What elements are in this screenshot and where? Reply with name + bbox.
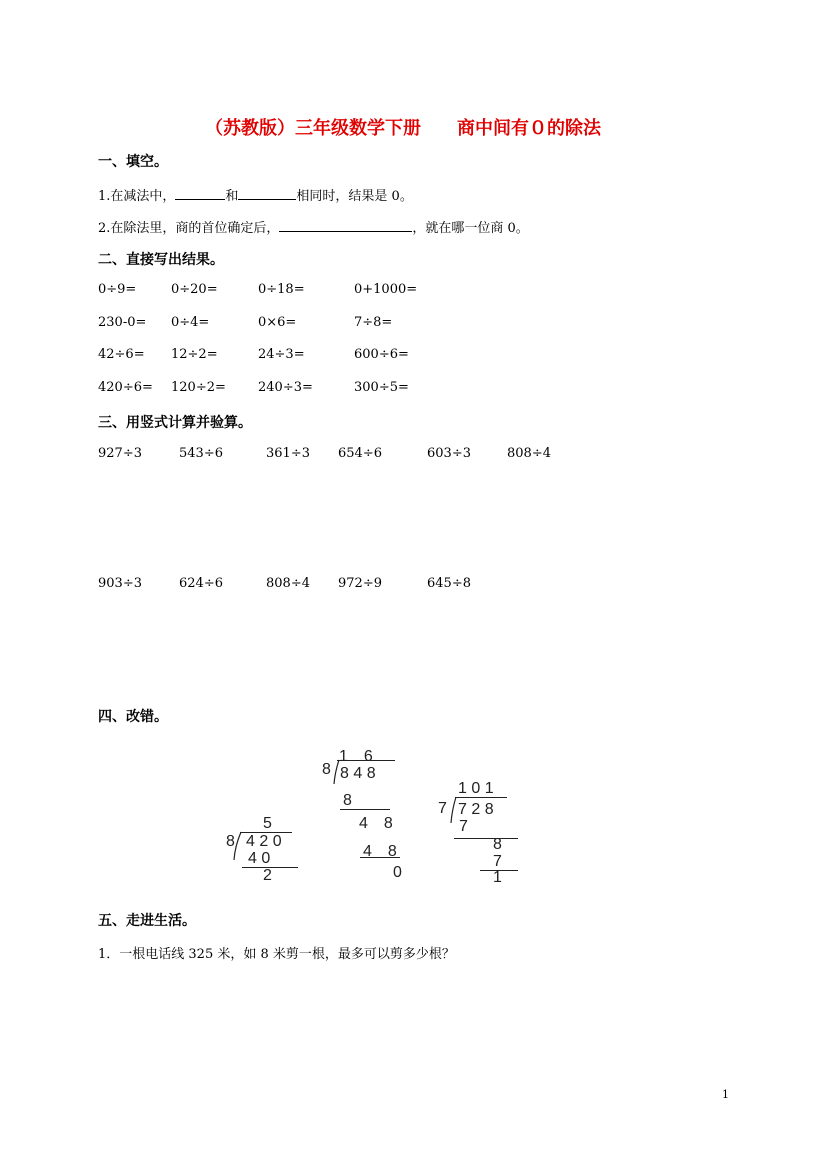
fill-q1-blank-2[interactable] (238, 187, 296, 200)
vertical-calc-item: 808÷4 (266, 576, 310, 591)
fill-q1-part-c: 相同时，结果是 0。 (296, 189, 413, 204)
div-c-quotient: 1 0 1 (458, 780, 494, 797)
fill-q2-part-b: ，就在哪一位商 0。 (412, 221, 529, 236)
div-c-step-1: 7 (459, 818, 468, 835)
page-title: （苏教版）三年级数学下册 商中间有０的除法 (205, 118, 601, 139)
div-c-step-3: 7 (493, 853, 502, 870)
div-b-dividend: 8 4 8 (340, 765, 376, 782)
div-b-quotient: 1 6 (339, 748, 373, 765)
div-b-divisor: 8 (322, 761, 331, 778)
fill-q2-part-a: 2.在除法里，商的首位确定后， (98, 221, 280, 236)
word-problem-1: 1．一根电话线 325 米，如 8 米剪一根，最多可以剪多少根？ (98, 947, 455, 962)
vertical-calc-item: 654÷6 (338, 446, 382, 461)
oral-calc-item: 230-0= (98, 315, 147, 330)
vertical-calc-item: 603÷3 (427, 446, 471, 461)
oral-calc-item: 0+1000= (354, 282, 418, 297)
div-c-step-2: 8 (493, 836, 502, 853)
fill-q1-part-a: 1.在减法中， (98, 189, 176, 204)
page-number: 1 (722, 1088, 729, 1101)
vertical-calc-item: 624÷6 (179, 576, 223, 591)
div-c-line-1 (454, 838, 518, 839)
vertical-calc-item: 808÷4 (507, 446, 551, 461)
div-a-quotient: 5 (263, 815, 272, 832)
oral-calc-item: 0÷18= (258, 282, 305, 297)
oral-calc-item: 120÷2= (171, 380, 226, 395)
fill-question-1 (98, 185, 413, 204)
div-b-step-1: 8 (343, 792, 352, 809)
oral-calc-item: 0×6= (258, 315, 297, 330)
div-a-dividend: 4 2 0 (246, 833, 282, 850)
fill-q1-blank-1[interactable] (175, 187, 225, 200)
div-a-remainder: 2 (263, 867, 272, 884)
div-b-step-2: 4 8 (359, 815, 393, 832)
fill-q1-part-b: 和 (225, 189, 239, 204)
div-c-dividend: 7 2 8 (458, 801, 494, 818)
oral-calc-item: 420÷6= (98, 380, 153, 395)
vertical-calc-item: 543÷6 (179, 446, 223, 461)
vertical-calc-item: 361÷3 (266, 446, 310, 461)
oral-calc-item: 600÷6= (354, 347, 409, 362)
div-c-bracket-top (455, 797, 507, 798)
oral-calc-item: 0÷9= (98, 282, 137, 297)
vertical-calc-item: 927÷3 (98, 446, 142, 461)
section-1-heading: 一、填空。 (98, 154, 168, 170)
div-a-divisor: 8 (226, 833, 235, 850)
vertical-calc-item: 972÷9 (338, 576, 382, 591)
oral-calc-item: 42÷6= (98, 347, 145, 362)
fill-q2-blank[interactable] (279, 219, 412, 232)
oral-calc-item: 12÷2= (171, 347, 218, 362)
section-4-heading: 四、改错。 (98, 709, 168, 725)
vertical-calc-item: 903÷3 (98, 576, 142, 591)
section-2-heading: 二、直接写出结果。 (98, 252, 224, 268)
fill-question-2 (98, 217, 529, 236)
div-a-step-1: 4 0 (248, 850, 271, 867)
oral-calc-item: 300÷5= (354, 380, 409, 395)
vertical-calc-item: 645÷8 (427, 576, 471, 591)
div-c-remainder: 1 (493, 869, 502, 886)
div-b-remainder: 0 (393, 864, 402, 881)
oral-calc-item: 240÷3= (258, 380, 313, 395)
section-5-heading: 五、走进生活。 (98, 913, 196, 929)
oral-calc-item: 0÷4= (171, 315, 210, 330)
section-3-heading: 三、用竖式计算并验算。 (98, 415, 252, 431)
oral-calc-item: 0÷20= (171, 282, 218, 297)
div-b-step-3: 4 8 (363, 843, 397, 860)
div-b-line-2 (360, 857, 400, 858)
div-c-divisor: 7 (438, 800, 447, 817)
div-b-bracket-top (337, 760, 395, 761)
oral-calc-item: 24÷3= (258, 347, 305, 362)
oral-calc-item: 7÷8= (354, 315, 393, 330)
